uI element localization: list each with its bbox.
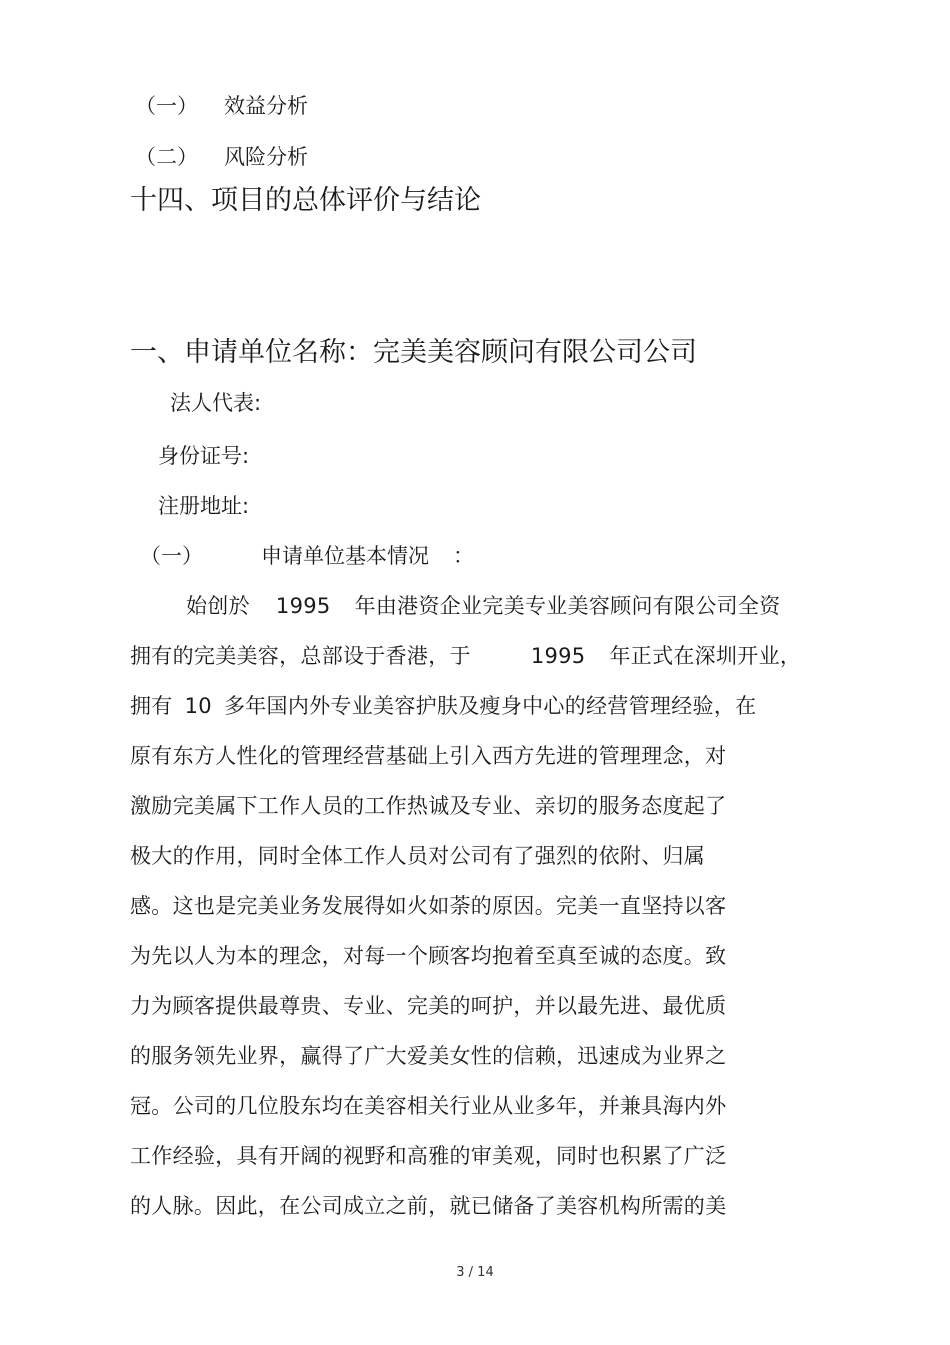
paragraph-line <box>186 592 781 620</box>
paragraph-line: 激励完美属下工作人员的工作热诚及专业、亲切的服务态度起了 <box>130 794 727 818</box>
toc-item-title: 效益分析 <box>224 94 308 118</box>
subsection-basic-info <box>140 542 474 570</box>
paragraph-line: 力为顾客提供最尊贵、专业、完美的呵护，并以最先进、最优质 <box>130 994 727 1018</box>
paragraph-line: 的服务领先业界，赢得了广大爱美女性的信赖，迅速成为业界之 <box>130 1044 727 1068</box>
registered-address-label: 注册地址: <box>158 494 250 518</box>
toc-item-number: （一） <box>135 94 198 118</box>
year-number: 1995 <box>530 644 586 668</box>
toc-item-number: （二） <box>135 145 198 169</box>
legal-representative-label: 法人代表: <box>170 391 262 415</box>
year-number: 1995 <box>275 594 331 618</box>
id-number-label: 身份证号: <box>158 444 250 468</box>
toc-item-risk <box>135 143 308 171</box>
paragraph-line: 原有东方人性化的管理经营基础上引入西方先进的管理理念，对 <box>130 744 727 768</box>
subsection-number: （一） <box>140 544 203 568</box>
subsection-title: 申请单位基本情况 <box>261 544 429 568</box>
paragraph-line: 为先以人为本的理念，对每一个顾客均抱着至真至诚的态度。致 <box>130 944 727 968</box>
text-run: 拥有 <box>130 694 173 718</box>
toc-item-title: 风险分析 <box>224 145 308 169</box>
section-1-heading: 一、申请单位名称：完美美容顾问有限公司公司 <box>130 337 697 368</box>
paragraph-line: 感。这也是完美业务发展得如火如荼的原因。完美一直坚持以客 <box>130 894 727 918</box>
paragraph-line: 极大的作用，同时全体工作人员对公司有了强烈的依附、归属 <box>130 844 706 868</box>
text-run: 拥有的完美美容，总部设于香港，于 <box>130 644 471 668</box>
text-run: 年由港资企业完美专业美容顾问有限公司全资 <box>354 594 781 618</box>
subsection-colon: ： <box>453 544 474 568</box>
toc-item-benefit <box>135 92 308 120</box>
section-14-heading: 十四、项目的总体评价与结论 <box>130 185 481 216</box>
page-number: 3 / 14 <box>456 1265 494 1280</box>
text-run: 年正式在深圳开业， <box>609 644 802 668</box>
paragraph-line <box>130 642 801 670</box>
paragraph-line: 的人脉。因此，在公司成立之前，就已储备了美容机构所需的美 <box>130 1194 727 1218</box>
paragraph-line <box>130 692 756 720</box>
paragraph-line: 冠。公司的几位股东均在美容相关行业从业多年，并兼具海内外 <box>130 1094 727 1118</box>
years-number: 10 <box>184 694 212 718</box>
paragraph-line: 工作经验，具有开阔的视野和高雅的审美观，同时也积累了广泛 <box>130 1144 727 1168</box>
text-run: 多年国内外专业美容护肤及瘦身中心的经营管理经验，在 <box>223 694 757 718</box>
text-run: 始创於 <box>186 594 250 618</box>
